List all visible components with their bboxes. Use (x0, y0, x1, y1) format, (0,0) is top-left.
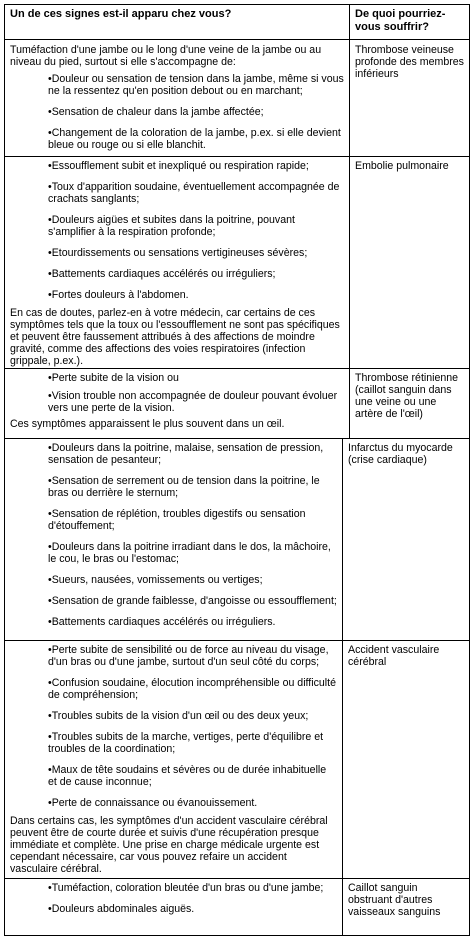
condition-cell (349, 39, 470, 157)
header-condition: De quoi pourriez-vous souffrir? (355, 8, 446, 33)
symptom-item: • Perte subite de la vision ou (48, 372, 344, 384)
symptom-item: • Sensation de grande faiblesse, d'angoisse ou essoufflement; (48, 595, 337, 607)
condition-text: Caillot sanguin obstruant d'autres vaisseaux sanguins (348, 882, 441, 918)
header-question: Un de ces signes est-il apparu chez vous? (10, 8, 232, 20)
row-note: Dans certains cas, les symptômes d'un accident vasculaire cérébral peuvent être de courte durée et suivis d'une récupération presque immédiate et complète. Une prise en charge médicale urgente est cependant nécessaire, car vous pouvez refaire un accident vasculaire cérébral. (10, 815, 328, 875)
symptom-item: • Battements cardiaques accélérés ou irréguliers. (48, 616, 337, 628)
table-row (4, 438, 470, 641)
table-row (4, 640, 470, 879)
condition-cell (349, 156, 470, 369)
symptom-item: • Troubles subits de la marche, vertiges, perte d'équilibre et troubles de la coordination; (48, 731, 337, 755)
condition-text: Thrombose veineuse profonde des membres inférieurs (355, 44, 464, 80)
condition-cell (349, 368, 470, 439)
symptom-item: • Douleurs abdominales aiguës. (48, 903, 337, 915)
symptom-item: • Maux de tête soudains et sévères ou de durée inhabituelle et de cause inconnue; (48, 764, 337, 788)
condition-text: Embolie pulmonaire (355, 160, 449, 172)
symptom-item: • Sensation de chaleur dans la jambe affectée; (48, 106, 344, 118)
header-row (4, 4, 470, 40)
symptoms-cell (4, 438, 343, 641)
symptom-item: • Troubles subits de la vision d'un œil ou des deux yeux; (48, 710, 337, 722)
symptom-item: • Sueurs, nausées, vomissements ou vertiges; (48, 574, 337, 586)
symptom-item: • Tuméfaction, coloration bleutée d'un bras ou d'une jambe; (48, 882, 337, 894)
symptom-item: • Changement de la coloration de la jambe, p.ex. si elle devient bleue ou rouge ou si elle blanchit. (48, 127, 344, 151)
condition-cell (342, 438, 470, 641)
symptom-item: • Etourdissements ou sensations vertigineuses sévères; (48, 247, 344, 259)
symptom-item: • Fortes douleurs à l'abdomen. (48, 289, 344, 301)
symptom-list (10, 160, 344, 301)
symptom-item: • Confusion soudaine, élocution incompréhensible ou difficulté de compréhension; (48, 677, 337, 701)
symptom-item: • Douleur ou sensation de tension dans la jambe, même si vous ne la ressentez qu'en position debout ou en marchant; (48, 73, 344, 97)
symptom-item: • Vision trouble non accompagnée de douleur pouvant évoluer vers une perte de la vision. (48, 390, 344, 414)
symptoms-cell (4, 368, 350, 439)
symptom-item: • Essoufflement subit et inexpliqué ou respiration rapide; (48, 160, 344, 172)
table-row (4, 39, 470, 157)
symptoms-cell (4, 640, 343, 879)
symptom-item: • Sensation de réplétion, troubles digestifs ou sensation d'étouffement; (48, 508, 337, 532)
symptoms-cell (4, 156, 350, 369)
symptom-list (10, 644, 337, 809)
symptom-item: • Battements cardiaques accélérés ou irréguliers; (48, 268, 344, 280)
row-lead-text: Tuméfaction d'une jambe ou le long d'une veine de la jambe ou au niveau du pied, surtout si elle s'accompagne de: (10, 44, 322, 68)
table-row (4, 368, 470, 439)
condition-text: Infarctus du myocarde (crise cardiaque) (348, 442, 453, 466)
condition-text: Thrombose rétinienne (caillot sanguin dans une veine ou une artère de l'œil) (355, 372, 459, 420)
symptom-item: • Sensation de serrement ou de tension dans la poitrine, le bras ou derrière le sternum; (48, 475, 337, 499)
symptom-list (10, 73, 344, 151)
row-note: En cas de doutes, parlez-en à votre médecin, car certains de ces symptômes tels que la toux ou l'essoufflement ne sont pas spécifiques et peuvent être faussement attribués à des affections de moindre gravité, comme des affections des voies respiratoires (infection grippale, p.ex.). (10, 307, 340, 367)
symptom-list (10, 372, 344, 414)
header-question-cell (4, 4, 350, 40)
symptoms-cell (4, 39, 350, 157)
header-condition-cell (349, 4, 470, 40)
symptom-item: • Douleurs dans la poitrine, malaise, sensation de pression, sensation de pesanteur; (48, 442, 337, 466)
symptom-item: • Toux d'apparition soudaine, éventuellement accompagnée de crachats sanglants; (48, 181, 344, 205)
condition-cell (342, 878, 470, 936)
row-note: Ces symptômes apparaissent le plus souvent dans un œil. (10, 418, 285, 430)
symptoms-table (4, 4, 470, 936)
symptom-item: • Perte de connaissance ou évanouissement. (48, 797, 337, 809)
symptom-list (10, 442, 337, 628)
condition-text: Accident vasculaire cérébral (348, 644, 440, 668)
symptom-item: • Douleurs aigües et subites dans la poitrine, pouvant s'amplifier à la respiration profonde; (48, 214, 344, 238)
table-row (4, 878, 470, 936)
symptom-item: • Douleurs dans la poitrine irradiant dans le dos, la mâchoire, le cou, le bras ou l'estomac; (48, 541, 337, 565)
condition-cell (342, 640, 470, 879)
symptom-item: • Perte subite de sensibilité ou de force au niveau du visage, d'un bras ou d'une jambe, surtout d'un seul côté du corps; (48, 644, 337, 668)
table-row (4, 156, 470, 369)
symptoms-cell (4, 878, 343, 936)
symptom-list (10, 882, 337, 915)
